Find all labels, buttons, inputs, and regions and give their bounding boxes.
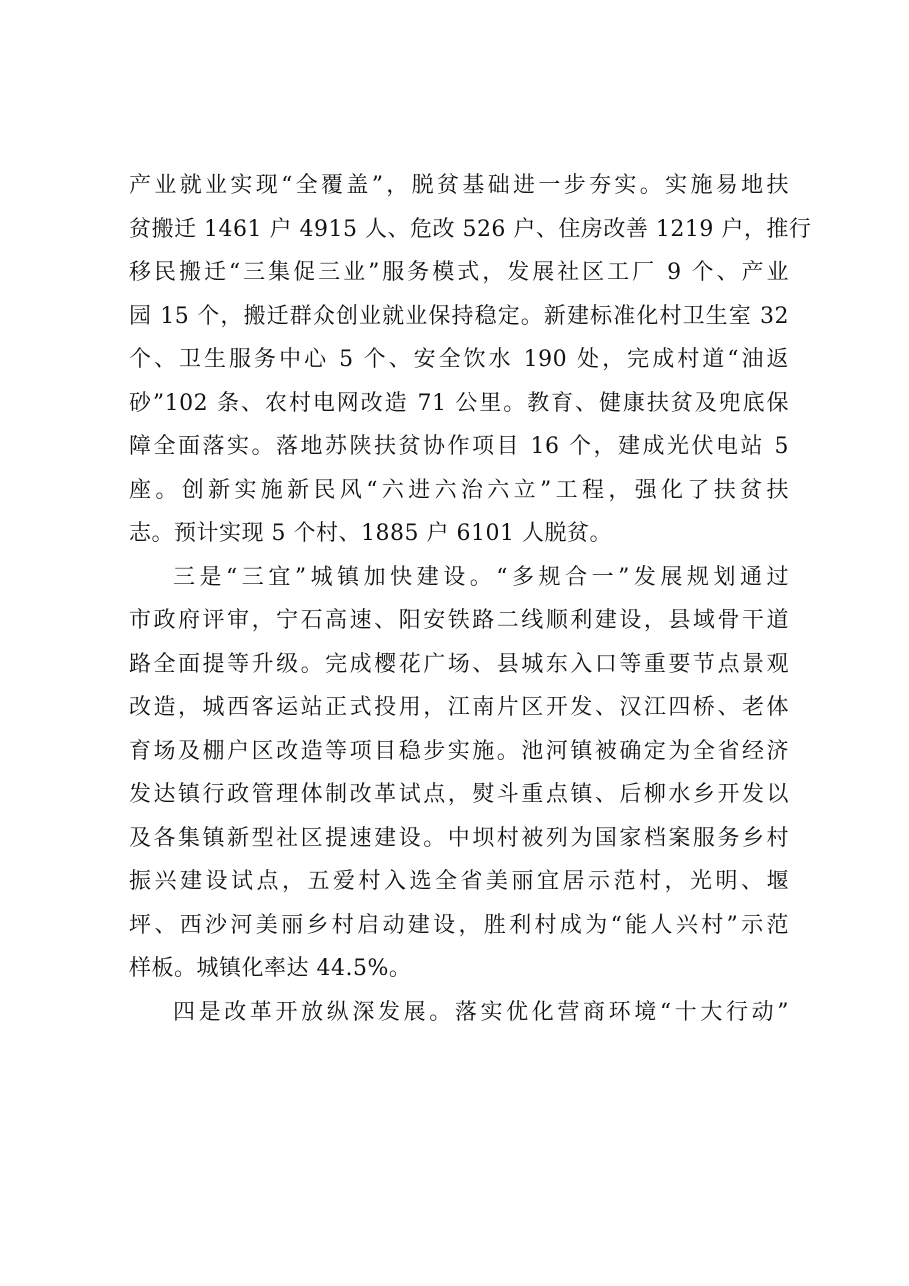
text-line: 振兴建设试点，五爱村入选全省美丽宜居示范村，光明、堰 [129,869,789,894]
text-line: 坪、西沙河美丽乡村启动建设，胜利村成为“能人兴村”示范 [129,912,789,938]
text-line: 及各集镇新型社区提速建设。中坝村被列为国家档案服务乡村 [129,825,789,851]
text-line: 园 15 个，搬迁群众创业就业保持稳定。新建标准化村卫生室 32 [129,303,789,329]
paragraph-first-line: 四是改革开放纵深发展。落实优化营商环境“十大行动” [173,999,789,1025]
text-line: 个、卫生服务中心 5 个、安全饮水 190 处，完成村道“油返 [129,347,789,372]
text-line: 育场及棚户区改造等项目稳步实施。池河镇被确定为全省经济 [129,738,789,764]
text-line: 障全面落实。落地苏陕扶贫协作项目 16 个，建成光伏电站 5 [129,434,789,459]
text-line: 市政府评审，宁石高速、阳安铁路二线顺利建设，县域骨干道 [129,608,789,633]
document-body [129,164,812,1034]
text-line: 座。创新实施新民风“六进六治六立”工程，强化了扶贫扶 [129,477,789,503]
text-line: 砂”102 条、农村电网改造 71 公里。教育、健康扶贫及兜底保 [129,390,789,416]
paragraph-first-line: 三是“三宜”城镇加快建设。“多规合一”发展规划通过 [173,564,789,590]
text-line: 志。预计实现 5 个村、1885 户 6101 人脱贫。 [129,521,612,546]
text-line: 样板。城镇化率达 44.5%。 [129,956,412,981]
text-line: 移民搬迁“三集促三业”服务模式，发展社区工厂 9 个、产业 [129,260,789,285]
text-line: 发达镇行政管理体制改革试点，熨斗重点镇、后柳水乡开发以 [129,782,789,807]
text-line: 产业就业实现“全覆盖”，脱贫基础进一步夯实。实施易地扶 [129,173,789,198]
text-line: 贫搬迁 1461 户 4915 人、危改 526 户、住房改善 1219 户，推行 [129,216,812,242]
text-line: 路全面提等升级。完成樱花广场、县城东入口等重要节点景观 [129,651,789,677]
text-line: 改造，城西客运站正式投用，江南片区开发、汉江四桥、老体 [129,695,789,720]
